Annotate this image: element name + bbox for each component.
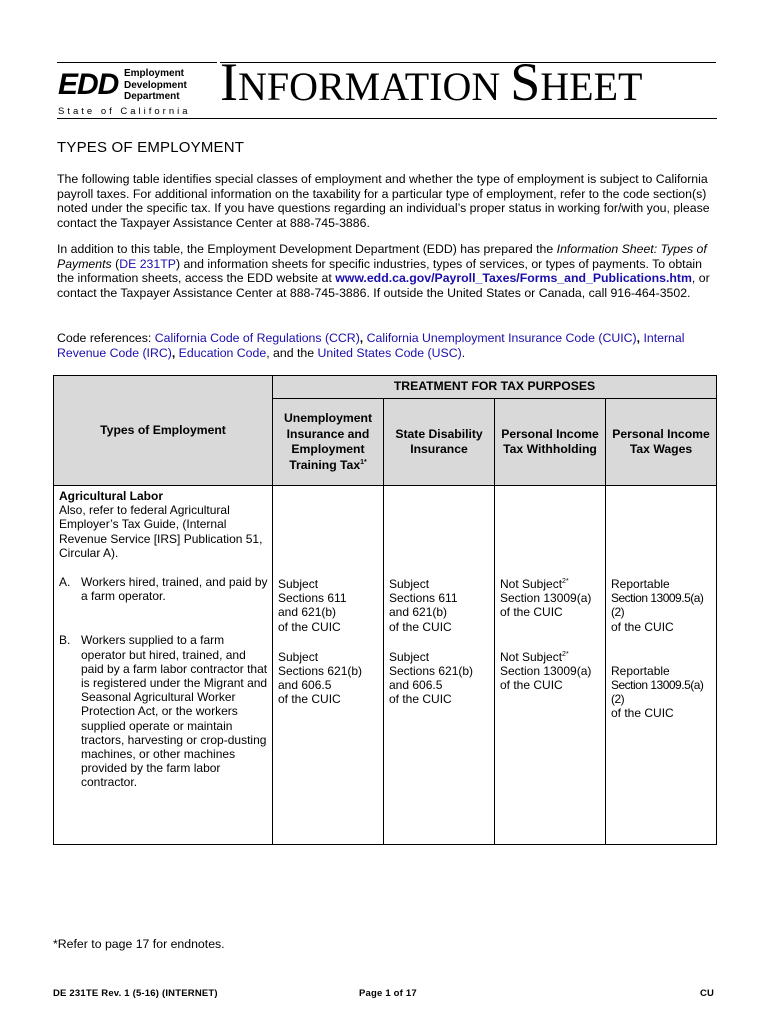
col-header-ui (273, 399, 384, 486)
sep: , (171, 345, 179, 360)
col-header-text: Unemployment Insurance and Employment Training Tax (283, 411, 373, 472)
education-code-link[interactable]: Education Code (178, 345, 267, 360)
pit-withholding-cell (495, 486, 606, 845)
cell-line: of the CUIC (389, 619, 452, 634)
form-number: DE 231TE Rev. 1 (5-16) (INTERNET) (53, 988, 218, 999)
cell-line: Sections 621(b) (389, 664, 474, 679)
page-number: Page 1 of 17 (359, 988, 417, 999)
cell-line: of the CUIC (611, 706, 674, 721)
cell-line: of the CUIC (611, 619, 674, 634)
row-label: A. (59, 575, 71, 590)
row-label: B. (59, 633, 71, 648)
usc-link[interactable]: United States Code (USC) (317, 345, 462, 360)
edd-logo (58, 66, 218, 120)
types-of-employment-header: Types of Employment (54, 376, 273, 486)
col-header-pit-withholding: Personal Income Tax Withholding (495, 399, 606, 486)
cell-line (500, 577, 601, 591)
section-note: Also, refer to federal Agricultural Employer’s Tax Guide, (Internal Revenue Service [IRS] Publication 51, Circular A). (59, 503, 263, 560)
ui-cell (273, 486, 384, 845)
cell-line: Section 13009(a) (500, 663, 592, 678)
cell-line: Sections 611 (278, 591, 347, 606)
cell-text: Not Subject (500, 649, 563, 664)
col-header-pit-wages: Personal Income Tax Wages (606, 399, 717, 486)
ccr-link[interactable]: California Code of Regulations (CCR) (154, 331, 360, 345)
edd-logo-letters: EDD (58, 68, 119, 101)
col-header-sdi: State Disability Insurance (384, 399, 495, 486)
sep: , (636, 331, 644, 345)
table-row-b-desc (59, 633, 268, 789)
cell-line: Section 13009(a) (500, 591, 592, 606)
cell-line: of the CUIC (389, 692, 452, 707)
row-a-ui (278, 577, 379, 634)
title-part: S (510, 52, 541, 112)
cell-line: and 606.5 (278, 678, 332, 693)
cell-line: and 621(b) (278, 605, 337, 620)
cell-line: and 606.5 (389, 678, 443, 693)
endnote-sup: 2* (562, 650, 569, 658)
row-a-pit-wages (611, 577, 712, 634)
edd-logo-department (124, 68, 187, 103)
code-references (57, 331, 717, 360)
header-top-rule (57, 62, 217, 63)
treatment-group-header: TREATMENT FOR TAX PURPOSES (273, 376, 717, 399)
information-sheet-title (220, 52, 720, 126)
row-b-sdi (389, 650, 490, 707)
sdi-cell (384, 486, 495, 845)
edd-website-link[interactable]: www.edd.ca.gov/Payroll_Taxes/Forms_and_Publications.htm (335, 271, 692, 286)
cell-line: Section 13009.5(a)(2) (611, 591, 704, 620)
footer-code: CU (700, 988, 715, 999)
para-text: ( (111, 256, 120, 271)
logo-dept-line: Employment (124, 68, 185, 79)
cell-line: Subject (278, 577, 319, 591)
cell-line: Sections 621(b) (278, 664, 363, 679)
para-text: ) and information sheets for specific industries, types of services, or types of payments. To obtain the information sheets, access the EDD website at (57, 256, 702, 286)
row-a-pit-withholding (500, 577, 601, 620)
types-cell (54, 486, 273, 845)
para-text: In addition to this table, the Employment Development Department (EDD) has prepared the (57, 242, 557, 256)
title-part: NFORMATION (237, 64, 511, 109)
row-b-pit-withholding (500, 650, 601, 693)
employment-types-table (53, 375, 717, 845)
cell-line: and 621(b) (389, 605, 448, 620)
sep: , (359, 331, 367, 345)
cell-line: Reportable (611, 577, 670, 591)
info-paragraph (57, 242, 717, 300)
endnote-sup: 1* (360, 458, 367, 466)
edd-logo-state: State of California (58, 106, 191, 117)
cell-line: Sections 611 (389, 591, 458, 606)
row-desc: Workers supplied to a farm operator but hired, trained, and paid by a farm labor contractor that is registered under the Migrant and Seasonal Agricultural Worker Protection Act, or the workers supplied operate or maintain tractors, harvesting or crop-dusting machines, or other machines provided by the farm labor contractor. (81, 633, 268, 790)
cell-line: of the CUIC (500, 605, 563, 620)
cell-line: of the CUIC (500, 678, 563, 693)
section-title: Agricultural Labor (59, 489, 164, 503)
sep: , and the (266, 345, 318, 360)
endnote-reference: *Refer to page 17 for endnotes. (53, 937, 225, 951)
cell-line: Subject (278, 649, 319, 664)
de-231tp-link[interactable]: DE 231TP (119, 256, 176, 271)
sep: . (461, 345, 466, 360)
row-b-pit-wages (611, 664, 712, 721)
cell-line: Subject (389, 649, 430, 664)
row-b-ui (278, 650, 379, 707)
row-a-sdi (389, 577, 490, 634)
pit-wages-cell (606, 486, 717, 845)
publication-title: Information Sheet: Types of Payments (57, 242, 707, 271)
title-part: I (220, 52, 238, 112)
cell-line: of the CUIC (278, 692, 341, 707)
cuic-link[interactable]: California Unemployment Insurance Code (CUIC) (366, 331, 637, 345)
cell-line: Reportable (611, 663, 670, 678)
cell-text: Not Subject (500, 577, 563, 591)
cell-line: Subject (389, 577, 430, 591)
logo-dept-line: Department (124, 91, 180, 102)
row-desc: Workers hired, trained, and paid by a farm operator. (81, 575, 268, 604)
endnote-sup: 2* (562, 578, 569, 585)
title-part: HEET (540, 64, 643, 109)
cell-line: Section 13009.5(a)(2) (611, 678, 704, 707)
intro-paragraph: The following table identifies special classes of employment and whether the type of employment is subject to California payroll taxes. For additional information on the taxability for a particular type of employment, refer to the code section(s) noted under the specific tax. If you have questions regarding an individual’s proper status in working for/with you, please contact the Taxpayer Assistance Center at 888-745-3886. (57, 172, 710, 230)
irc-link[interactable]: Internal Revenue Code (IRC) (57, 331, 685, 360)
cell-line (500, 650, 601, 664)
page-heading: TYPES OF EMPLOYMENT (57, 139, 245, 156)
cell-line: of the CUIC (278, 619, 341, 634)
table-row-a-desc (59, 575, 268, 603)
code-ref-label: Code references: (57, 331, 155, 345)
para-text: , or contact the Taxpayer Assistance Center at 888-745-3886. If outside the United States or Canada, call 916-464-3502. (57, 271, 710, 300)
logo-dept-line: Development (124, 79, 187, 91)
